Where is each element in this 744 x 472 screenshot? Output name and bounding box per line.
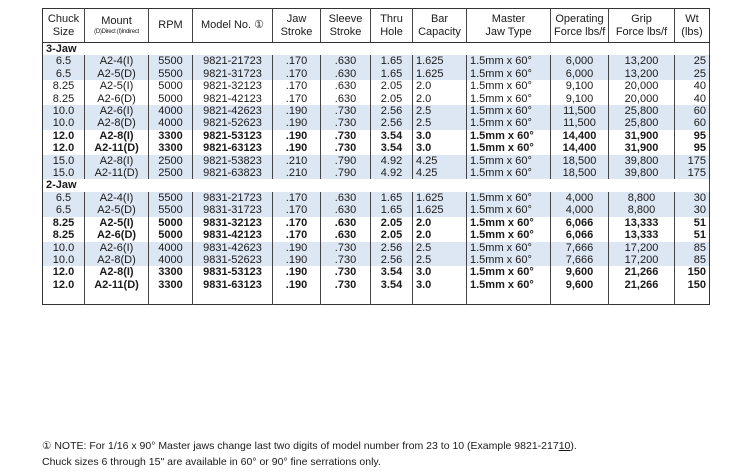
- cell-sleeve-stroke: .730: [321, 279, 371, 291]
- cell-weight: 51: [693, 216, 706, 229]
- cell-rpm: 5500: [149, 204, 193, 216]
- table-row: [43, 155, 710, 167]
- cell-chuck-size: 8.25: [43, 217, 85, 229]
- cell-weight: 30: [675, 204, 710, 216]
- cell-weight: 150: [687, 266, 706, 279]
- footnote-note-underlined: 10: [558, 440, 571, 452]
- chuck-spec-table: [42, 8, 710, 305]
- cell-chuck-size: 6.5: [43, 204, 85, 216]
- cell-operating-force: 6,066: [551, 229, 609, 241]
- cell-grip-force: 39,800: [609, 167, 675, 179]
- cell-weight: 85: [675, 242, 710, 254]
- cell-jaw-stroke: .170: [273, 68, 321, 80]
- cell-mount: A2-5(I): [85, 217, 149, 229]
- cell-weight: 175: [675, 155, 710, 167]
- cell-jaw-stroke: .170: [273, 80, 321, 92]
- cell-sleeve-stroke: .730: [321, 242, 371, 254]
- cell-thru-hole: 3.54: [371, 130, 413, 142]
- spacer-cell: [321, 291, 371, 304]
- cell-grip-force: 13,333: [609, 229, 675, 241]
- cell-master-jaw-type: 1.5mm x 60°: [467, 80, 551, 92]
- cell-model-no: 9831-42123: [193, 229, 273, 241]
- table-spacer-row: [43, 291, 710, 304]
- cell-sleeve-stroke: .630: [321, 229, 371, 241]
- cell-operating-force: 14,400: [551, 142, 609, 154]
- cell-bar-capacity: 1.625: [413, 192, 467, 204]
- cell-chuck-size: 8.25: [43, 93, 85, 105]
- cell-grip-force: 25,800: [609, 105, 675, 117]
- table-row: [43, 266, 710, 278]
- cell-model-no: 9821-32123: [193, 80, 273, 92]
- cell-master-jaw-type: 1.5mm x 60°: [467, 167, 551, 179]
- cell-operating-force: 11,500: [551, 105, 609, 117]
- cell-jaw-stroke: .170: [273, 93, 321, 105]
- table-body: [43, 43, 710, 305]
- cell-mount: A2-5(D): [85, 204, 149, 216]
- cell-master-jaw-type: 1.5mm x 60°: [467, 192, 551, 204]
- cell-master-jaw-type: 1.5mm x 60°: [467, 217, 551, 229]
- cell-rpm: 5500: [149, 192, 193, 204]
- cell-sleeve-stroke: .730: [321, 142, 371, 154]
- header-thru-hole: Thru Hole: [371, 9, 413, 43]
- cell-weight: 40: [693, 80, 706, 93]
- cell-bar-capacity: 2.5: [413, 254, 467, 266]
- cell-model-no: 9821-53123: [193, 130, 273, 142]
- spacer-cell: [609, 291, 675, 304]
- cell-sleeve-stroke: .630: [321, 204, 371, 216]
- cell-sleeve-stroke: .730: [321, 117, 371, 129]
- cell-jaw-stroke: .210: [273, 167, 321, 179]
- section-header-row: [43, 43, 710, 56]
- cell-chuck-size: 6.5: [43, 192, 85, 204]
- cell-grip-force: 39,800: [609, 155, 675, 167]
- cell-mount: A2-6(I): [85, 105, 149, 117]
- table-row: [43, 217, 710, 229]
- cell-grip-force: 13,200: [609, 68, 675, 80]
- spacer-cell: [371, 291, 413, 304]
- cell-bar-capacity: 2.0: [413, 217, 467, 229]
- cell-rpm: 2500: [149, 155, 193, 167]
- cell-operating-force: 9,600: [551, 279, 609, 291]
- cell-thru-hole: 2.56: [371, 254, 413, 266]
- cell-master-jaw-type: 1.5mm x 60°: [467, 204, 551, 216]
- cell-bar-capacity: 4.25: [413, 167, 467, 179]
- cell-grip-force: 20,000: [609, 80, 675, 92]
- cell-master-jaw-type: 1.5mm x 60°: [467, 279, 551, 291]
- cell-sleeve-stroke: .630: [321, 192, 371, 204]
- cell-chuck-size: 12.0: [43, 266, 85, 278]
- cell-master-jaw-type: 1.5mm x 60°: [467, 105, 551, 117]
- cell-operating-force: 11,500: [551, 117, 609, 129]
- cell-thru-hole: 1.65: [371, 192, 413, 204]
- cell-operating-force: 9,600: [551, 266, 609, 278]
- cell-chuck-size: 8.25: [43, 80, 85, 92]
- cell-chuck-size: 15.0: [43, 167, 85, 179]
- spacer-cell: [413, 291, 467, 304]
- cell-grip-force: 25,800: [609, 117, 675, 129]
- cell-operating-force: 6,000: [551, 68, 609, 80]
- spacer-cell: [149, 291, 193, 304]
- cell-master-jaw-type: 1.5mm x 60°: [467, 68, 551, 80]
- header-jaw-stroke: Jaw Stroke: [273, 9, 321, 43]
- cell-jaw-stroke: .190: [273, 254, 321, 266]
- cell-rpm: 3300: [149, 279, 193, 291]
- cell-operating-force: 9,100: [551, 93, 609, 105]
- cell-sleeve-stroke: .630: [321, 80, 371, 92]
- cell-bar-capacity: 2.5: [413, 117, 467, 129]
- cell-jaw-stroke: .190: [273, 117, 321, 129]
- table-row: [43, 55, 710, 67]
- cell-master-jaw-type: 1.5mm x 60°: [467, 266, 551, 278]
- cell-rpm: 4000: [149, 117, 193, 129]
- cell-bar-capacity: 3.0: [413, 142, 467, 154]
- cell-rpm: 5500: [149, 68, 193, 80]
- cell-rpm: 3300: [149, 130, 193, 142]
- cell-thru-hole: 3.54: [371, 279, 413, 291]
- cell-model-no: 9821-63823: [193, 167, 273, 179]
- cell-jaw-stroke: .170: [273, 204, 321, 216]
- cell-rpm: 5000: [149, 93, 193, 105]
- table-row: [43, 93, 710, 105]
- cell-weight: 175: [675, 167, 710, 179]
- cell-bar-capacity: 4.25: [413, 155, 467, 167]
- header-row: [43, 9, 710, 43]
- cell-weight: 25: [675, 68, 710, 80]
- cell-grip-force: 13,200: [609, 55, 675, 67]
- header-chuck-size: Chuck Size: [43, 9, 85, 43]
- cell-weight: 150: [687, 278, 706, 291]
- spacer-cell: [675, 291, 710, 304]
- cell-thru-hole: 2.05: [371, 229, 413, 241]
- table-row: [43, 105, 710, 117]
- cell-mount: A2-5(I): [85, 80, 149, 92]
- cell-operating-force: 18,500: [551, 167, 609, 179]
- cell-jaw-stroke: .210: [273, 155, 321, 167]
- table-row: [43, 142, 710, 154]
- cell-model-no: 9831-42623: [193, 242, 273, 254]
- cell-sleeve-stroke: .630: [321, 55, 371, 67]
- cell-mount: A2-11(D): [85, 167, 149, 179]
- cell-sleeve-stroke: .630: [321, 68, 371, 80]
- cell-master-jaw-type: 1.5mm x 60°: [467, 117, 551, 129]
- cell-sleeve-stroke: .630: [321, 217, 371, 229]
- cell-bar-capacity: 2.0: [413, 229, 467, 241]
- cell-thru-hole: 3.54: [371, 266, 413, 278]
- cell-bar-capacity: 2.0: [413, 93, 467, 105]
- table-row: [43, 242, 710, 254]
- cell-bar-capacity: 1.625: [413, 55, 467, 67]
- cell-thru-hole: 3.54: [371, 142, 413, 154]
- cell-bar-capacity: 3.0: [413, 266, 467, 278]
- cell-mount: A2-8(D): [85, 117, 149, 129]
- cell-thru-hole: 2.56: [371, 117, 413, 129]
- cell-grip-force: 31,900: [609, 142, 675, 154]
- section-header-row: [43, 179, 710, 191]
- cell-thru-hole: 2.05: [371, 80, 413, 92]
- cell-jaw-stroke: .190: [273, 279, 321, 291]
- cell-bar-capacity: 2.0: [413, 80, 467, 92]
- cell-weight: 25: [675, 55, 710, 67]
- header-weight: Wt (lbs): [675, 9, 710, 43]
- spacer-cell: [273, 291, 321, 304]
- cell-rpm: 5000: [149, 229, 193, 241]
- cell-master-jaw-type: 1.5mm x 60°: [467, 142, 551, 154]
- table-row: [43, 130, 710, 142]
- table-row: [43, 279, 710, 291]
- cell-bar-capacity: 2.5: [413, 242, 467, 254]
- cell-master-jaw-type: 1.5mm x 60°: [467, 130, 551, 142]
- cell-rpm: 3300: [149, 266, 193, 278]
- cell-model-no: 9821-53823: [193, 155, 273, 167]
- header-model-no: Model No. ①: [193, 9, 273, 43]
- cell-model-no: 9821-42123: [193, 93, 273, 105]
- section-label: 3-Jaw: [43, 43, 710, 56]
- cell-operating-force: 4,000: [551, 192, 609, 204]
- cell-grip-force: 20,000: [609, 93, 675, 105]
- cell-sleeve-stroke: .790: [321, 167, 371, 179]
- footnote-model-note: [42, 440, 577, 452]
- spacer-cell: [85, 291, 149, 304]
- cell-master-jaw-type: 1.5mm x 60°: [467, 254, 551, 266]
- spacer-cell: [193, 291, 273, 304]
- spacer-cell: [43, 291, 85, 304]
- cell-jaw-stroke: .190: [273, 130, 321, 142]
- cell-model-no: 9821-52623: [193, 117, 273, 129]
- cell-rpm: 5500: [149, 55, 193, 67]
- cell-rpm: 5000: [149, 217, 193, 229]
- cell-jaw-stroke: .190: [273, 105, 321, 117]
- cell-operating-force: 6,066: [551, 217, 609, 229]
- cell-chuck-size: 10.0: [43, 254, 85, 266]
- cell-grip-force: 13,333: [609, 217, 675, 229]
- header-grip-force: Grip Force lbs/f: [609, 9, 675, 43]
- header-master-jaw-type: Master Jaw Type: [467, 9, 551, 43]
- header-rpm: RPM: [149, 9, 193, 43]
- cell-grip-force: 17,200: [609, 242, 675, 254]
- cell-rpm: 3300: [149, 142, 193, 154]
- cell-jaw-stroke: .170: [273, 192, 321, 204]
- cell-mount: A2-6(I): [85, 242, 149, 254]
- table-row: [43, 229, 710, 241]
- cell-operating-force: 7,666: [551, 254, 609, 266]
- cell-bar-capacity: 3.0: [413, 130, 467, 142]
- cell-chuck-size: 12.0: [43, 142, 85, 154]
- section-label: 2-Jaw: [43, 179, 710, 191]
- table-row: [43, 254, 710, 266]
- cell-operating-force: 6,000: [551, 55, 609, 67]
- cell-jaw-stroke: .170: [273, 229, 321, 241]
- cell-thru-hole: 2.56: [371, 105, 413, 117]
- cell-model-no: 9821-21723: [193, 55, 273, 67]
- cell-master-jaw-type: 1.5mm x 60°: [467, 242, 551, 254]
- table-row: [43, 192, 710, 204]
- cell-mount: A2-4(I): [85, 192, 149, 204]
- cell-mount: A2-11(D): [85, 279, 149, 291]
- cell-grip-force: 21,266: [609, 279, 675, 291]
- cell-sleeve-stroke: .730: [321, 130, 371, 142]
- table-row: [43, 117, 710, 129]
- cell-bar-capacity: 1.625: [413, 204, 467, 216]
- header-mount: Mount (D)Direct (I)Indirect: [85, 9, 149, 43]
- cell-operating-force: 9,100: [551, 80, 609, 92]
- cell-bar-capacity: 2.5: [413, 105, 467, 117]
- cell-grip-force: 21,266: [609, 266, 675, 278]
- cell-chuck-size: 6.5: [43, 68, 85, 80]
- cell-thru-hole: 2.56: [371, 242, 413, 254]
- cell-sleeve-stroke: .730: [321, 105, 371, 117]
- cell-weight: 51: [693, 229, 706, 242]
- cell-jaw-stroke: .170: [273, 217, 321, 229]
- cell-operating-force: 4,000: [551, 204, 609, 216]
- cell-bar-capacity: 1.625: [413, 68, 467, 80]
- cell-chuck-size: 10.0: [43, 105, 85, 117]
- cell-model-no: 9831-31723: [193, 204, 273, 216]
- cell-mount: A2-8(I): [85, 130, 149, 142]
- cell-bar-capacity: 3.0: [413, 279, 467, 291]
- header-sleeve-stroke: Sleeve Stroke: [321, 9, 371, 43]
- footnote-serrations: Chuck sizes 6 through 15" are available in 60° or 90° fine serrations only.: [42, 456, 381, 468]
- cell-operating-force: 18,500: [551, 155, 609, 167]
- cell-chuck-size: 12.0: [43, 130, 85, 142]
- cell-mount: A2-6(D): [85, 93, 149, 105]
- cell-mount: A2-11(D): [85, 142, 149, 154]
- cell-model-no: 9831-52623: [193, 254, 273, 266]
- cell-mount: A2-8(I): [85, 155, 149, 167]
- cell-thru-hole: 2.05: [371, 217, 413, 229]
- cell-master-jaw-type: 1.5mm x 60°: [467, 155, 551, 167]
- cell-weight: 30: [675, 192, 710, 204]
- cell-jaw-stroke: .190: [273, 242, 321, 254]
- spacer-cell: [467, 291, 551, 304]
- cell-weight: 95: [693, 129, 706, 142]
- footnote-note-suffix: ).: [570, 440, 577, 452]
- cell-thru-hole: 1.65: [371, 55, 413, 67]
- cell-rpm: 4000: [149, 105, 193, 117]
- cell-sleeve-stroke: .790: [321, 155, 371, 167]
- cell-jaw-stroke: .190: [273, 142, 321, 154]
- cell-mount: A2-5(D): [85, 68, 149, 80]
- cell-jaw-stroke: .170: [273, 55, 321, 67]
- cell-model-no: 9831-32123: [193, 217, 273, 229]
- header-operating-force: Operating Force lbs/f: [551, 9, 609, 43]
- cell-grip-force: 8,800: [609, 192, 675, 204]
- cell-sleeve-stroke: .630: [321, 93, 371, 105]
- table-row: [43, 204, 710, 216]
- cell-weight: 60: [675, 117, 710, 129]
- cell-chuck-size: 8.25: [43, 229, 85, 241]
- cell-model-no: 9831-63123: [193, 279, 273, 291]
- cell-chuck-size: 10.0: [43, 242, 85, 254]
- cell-model-no: 9831-53123: [193, 266, 273, 278]
- table-row: [43, 68, 710, 80]
- cell-operating-force: 14,400: [551, 130, 609, 142]
- cell-master-jaw-type: 1.5mm x 60°: [467, 93, 551, 105]
- table-row: [43, 80, 710, 92]
- cell-chuck-size: 10.0: [43, 117, 85, 129]
- cell-rpm: 4000: [149, 254, 193, 266]
- cell-thru-hole: 1.65: [371, 68, 413, 80]
- cell-weight: 40: [693, 92, 706, 105]
- cell-chuck-size: 15.0: [43, 155, 85, 167]
- cell-model-no: 9831-21723: [193, 192, 273, 204]
- cell-weight: 60: [675, 105, 710, 117]
- cell-rpm: 4000: [149, 242, 193, 254]
- cell-operating-force: 7,666: [551, 242, 609, 254]
- cell-grip-force: 17,200: [609, 254, 675, 266]
- cell-grip-force: 31,900: [609, 130, 675, 142]
- cell-chuck-size: 6.5: [43, 55, 85, 67]
- header-bar-capacity: Bar Capacity: [413, 9, 467, 43]
- footnote-note-text: ① NOTE: For 1/16 x 90° Master jaws change last two digits of model number from 23 to 10 (Example 9821-217: [42, 440, 559, 452]
- cell-weight: 95: [693, 142, 706, 155]
- cell-thru-hole: 4.92: [371, 167, 413, 179]
- cell-master-jaw-type: 1.5mm x 60°: [467, 229, 551, 241]
- cell-thru-hole: 1.65: [371, 204, 413, 216]
- cell-weight: 85: [675, 254, 710, 266]
- cell-model-no: 9821-42623: [193, 105, 273, 117]
- table-row: [43, 167, 710, 179]
- cell-model-no: 9821-31723: [193, 68, 273, 80]
- cell-grip-force: 8,800: [609, 204, 675, 216]
- cell-thru-hole: 4.92: [371, 155, 413, 167]
- cell-rpm: 5000: [149, 80, 193, 92]
- cell-mount: A2-8(I): [85, 266, 149, 278]
- cell-jaw-stroke: .190: [273, 266, 321, 278]
- cell-mount: A2-4(I): [85, 55, 149, 67]
- cell-sleeve-stroke: .730: [321, 254, 371, 266]
- spacer-cell: [551, 291, 609, 304]
- cell-chuck-size: 12.0: [43, 279, 85, 291]
- cell-mount: A2-6(D): [85, 229, 149, 241]
- cell-thru-hole: 2.05: [371, 93, 413, 105]
- cell-sleeve-stroke: .730: [321, 266, 371, 278]
- cell-rpm: 2500: [149, 167, 193, 179]
- cell-master-jaw-type: 1.5mm x 60°: [467, 55, 551, 67]
- cell-model-no: 9821-63123: [193, 142, 273, 154]
- cell-mount: A2-8(D): [85, 254, 149, 266]
